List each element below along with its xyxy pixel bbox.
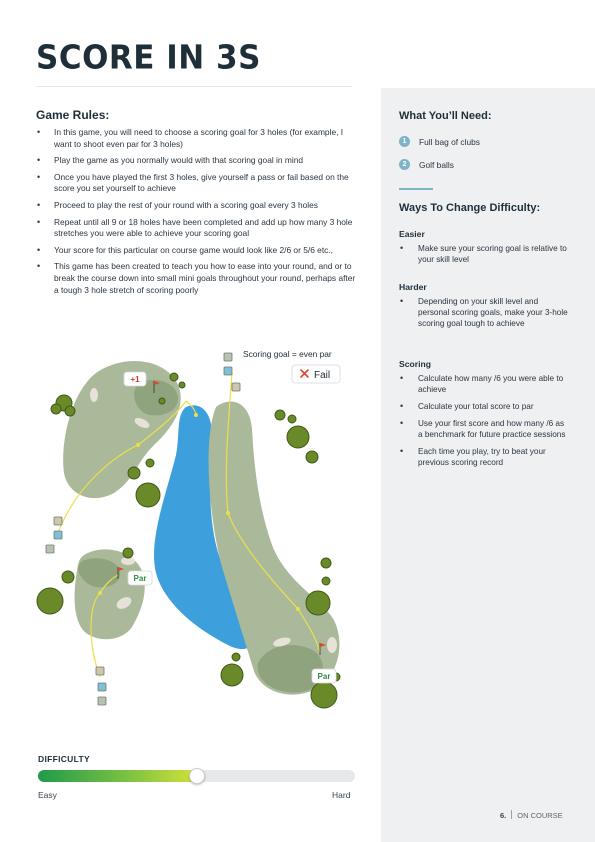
score-badge-hole-2	[128, 571, 152, 585]
rule-item: • In this game, you will need to choose a scoring goal for 3 holes (for example, I want to shoot even par for 3 holes)	[36, 127, 356, 150]
section-name: ON COURSE	[517, 811, 563, 820]
scoring-heading: Scoring	[399, 359, 431, 369]
difficulty-fill	[38, 770, 201, 782]
sidebar-panel	[381, 88, 595, 842]
game-rules-heading: Game Rules:	[36, 108, 110, 122]
difficulty-slider	[38, 770, 355, 782]
scoring-goal-label: Scoring goal = even par	[243, 349, 332, 359]
rule-item: • Your score for this particular on course game would look like 2/6 or 5/6 etc.,	[36, 245, 356, 257]
page-number: 6.	[500, 811, 507, 820]
need-item	[399, 136, 480, 147]
harder-list	[399, 296, 569, 335]
score-badge-hole-1	[124, 372, 146, 386]
score-label: Par	[317, 672, 331, 681]
need-item	[399, 159, 454, 170]
difficulty-label: DIFFICULTY	[38, 754, 90, 764]
list-item: • Calculate how many /6 you were able to achieve	[399, 373, 569, 395]
change-difficulty-heading: Ways To Change Difficulty:	[399, 202, 541, 214]
footer-separator	[511, 810, 512, 819]
need-item-label: Full bag of clubs	[419, 136, 480, 147]
harder-heading: Harder	[399, 282, 427, 292]
rule-item: • Once you have played the first 3 holes, give yourself a pass or fail based on the score you set yourself to achieve	[36, 172, 356, 195]
list-item: • Each time you play, try to beat your previous scoring record	[399, 446, 569, 468]
sidebar-divider	[399, 188, 433, 190]
difficulty-knob	[189, 768, 205, 784]
result-badge	[292, 365, 340, 383]
rule-item: • This game has been created to teach you how to ease into your round, and or to break the course down into small mini goals throughout your round, perhaps after a tough 3 hole stretch of scoring poorly	[36, 261, 356, 296]
easier-list	[399, 243, 569, 271]
need-item-label: Golf balls	[419, 159, 454, 170]
page-footer	[500, 810, 563, 820]
bunker	[327, 637, 337, 653]
list-item: • Calculate your total score to par	[399, 401, 569, 412]
rule-item: • Proceed to play the rest of your round with a scoring goal every 3 holes	[36, 200, 356, 212]
scoring-list	[399, 373, 569, 474]
number-badge: 2	[399, 159, 410, 170]
bunker	[90, 388, 98, 402]
list-item: • Make sure your scoring goal is relative to your skill level	[399, 243, 569, 265]
score-label: +1	[130, 375, 140, 384]
rule-item: • Play the game as you normally would with that scoring goal in mind	[36, 155, 356, 167]
result-label: Fail	[314, 370, 331, 381]
score-label: Par	[133, 574, 147, 583]
game-rules-list	[36, 127, 356, 301]
rule-item: • Repeat until all 9 or 18 holes have been completed and add up how many 3 hole stretches you were able to achieve your scoring goal	[36, 217, 356, 240]
easier-heading: Easier	[399, 229, 425, 239]
list-item: • Depending on your skill level and personal scoring goals, make your 3-hole scoring goal tough to achieve	[399, 296, 569, 329]
what-you-need-heading: What You’ll Need:	[399, 110, 492, 122]
difficulty-max-label: Hard	[332, 790, 351, 800]
score-badge-hole-3	[312, 669, 336, 683]
number-badge: 1	[399, 136, 410, 147]
difficulty-min-label: Easy	[38, 790, 57, 800]
title-divider	[36, 86, 352, 87]
course-diagram	[36, 345, 356, 725]
list-item: • Use your first score and how many /6 as a benchmark for future practice sessions	[399, 418, 569, 440]
page-title: SCORE IN 3S	[36, 39, 261, 77]
